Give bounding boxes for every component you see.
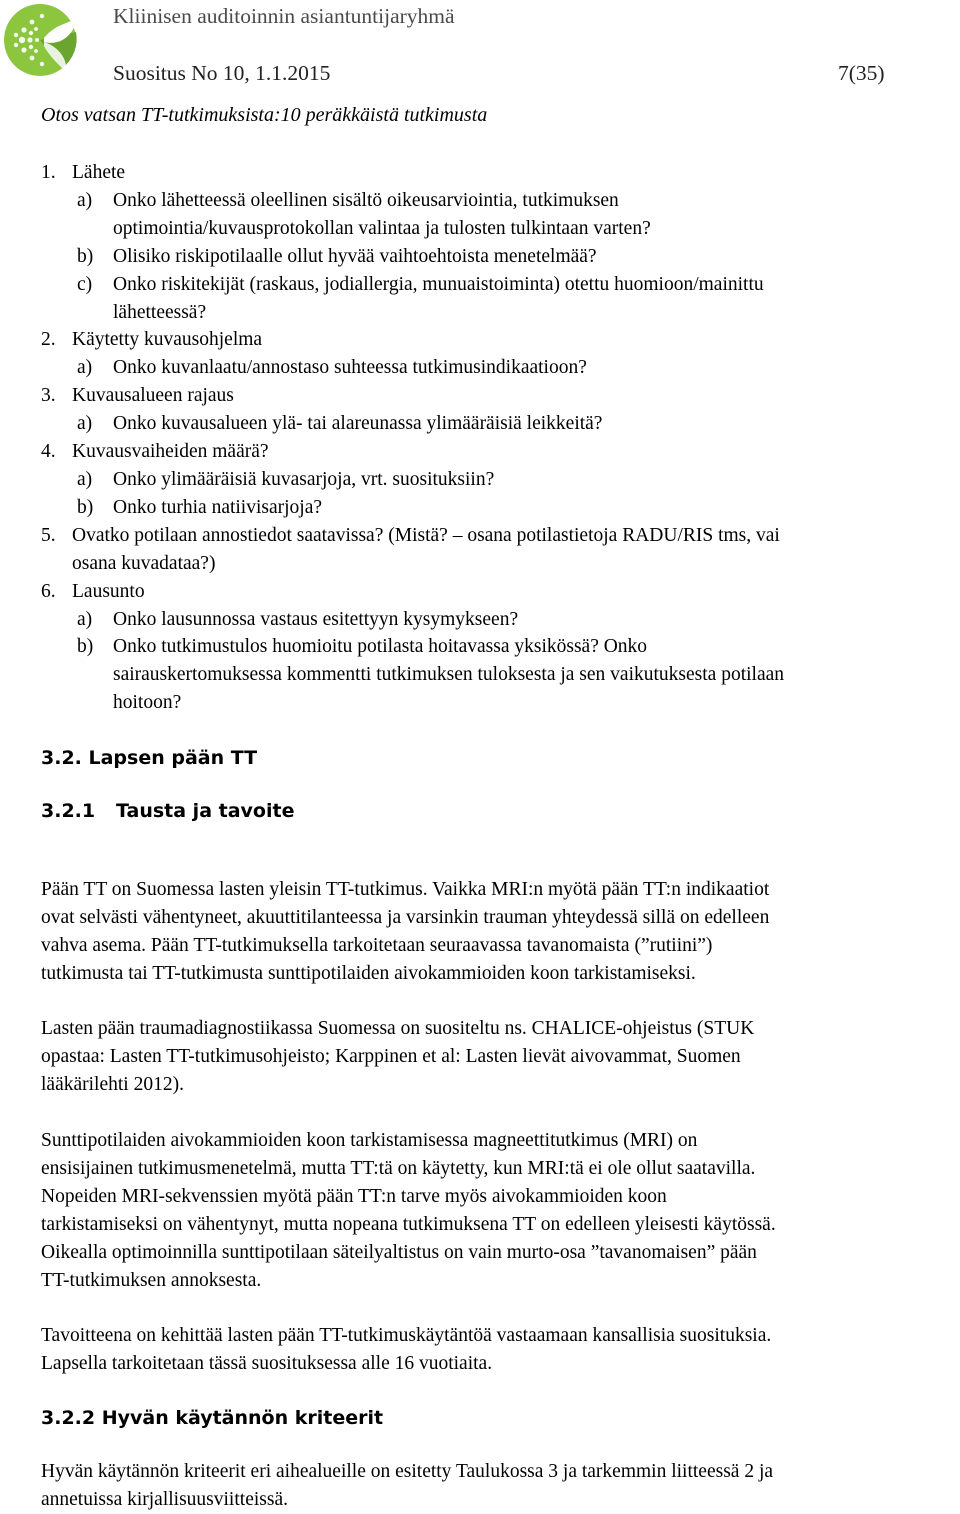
section-heading-3-2-1: 3.2.1 Tausta ja tavoite [41, 800, 295, 822]
recommendation-id: Suositus No 10, 1.1.2015 [113, 61, 331, 85]
list-item: 6. Lausunto [41, 580, 145, 602]
list-item: c) Onko riskitekijät (raskaus, jodiallergia, munuaistoiminta) otettu huomioon/mainittu [77, 273, 764, 295]
list-item: a) Onko lausunnossa vastaus esitettyyn kysymykseen? [77, 608, 519, 630]
list-item-continuation: optimointia/kuvausprotokollan valintaa ja tulosten tulkintaan varten? [113, 217, 651, 239]
list-item: 1. Lähete [41, 162, 126, 183]
list-item: b) Olisiko riskipotilaalle ollut hyvää vaihtoehtoista menetelmää? [77, 245, 597, 267]
list-item-continuation: lähetteessä? [113, 301, 207, 323]
list-item-continuation: sairauskertomuksessa kommentti tutkimuksen tuloksesta ja sen vaikutuksesta potilaan [113, 664, 785, 686]
list-item: a) Onko kuvausalueen ylä- tai alareunassa ylimääräisiä leikkeitä? [77, 413, 603, 435]
audit-checklist [41, 159, 941, 717]
section-heading-3-2: 3.2. Lapsen pään TT [41, 747, 258, 769]
organization-name: Kliinisen auditoinnin asiantuntijaryhmä [113, 4, 455, 28]
list-item-continuation: hoitoon? [113, 692, 182, 714]
page-number: 7(35) [838, 61, 885, 85]
checklist-title: Otos vatsan TT-tutkimuksista:10 peräkkäistä tutkimusta [41, 104, 488, 126]
list-item: 5. Ovatko potilaan annostiedot saatavissa? (Mistä? – osana potilastietoja RADU/RIS tms, vai [41, 524, 780, 546]
list-item: 3. Kuvausalueen rajaus [41, 385, 234, 407]
list-item: a) Onko lähetteessä oleellinen sisältö oikeusarviointia, tutkimuksen [77, 189, 619, 211]
paragraph-4: Tavoitteena on kehittää lasten pään TT-tutkimuskäytäntöä vastaamaan kansallisia suosituksia. Lapsella tarkoitetaan tässä suosituksessa alle 16 vuotiaita. [41, 1325, 772, 1374]
leaf-logo-icon [2, 2, 82, 82]
list-item: 4. Kuvausvaiheiden määrä? [41, 441, 269, 463]
paragraph-3: Sunttipotilaiden aivokammioiden koon tarkistamisessa magneettitutkimus (MRI) on ensisijainen tutkimusmenetelmä, mutta TT:tä on käytetty, kun MRI:tä ei ole ollut saatavilla. Nopeiden MRI-sekvenssien myötä pään TT:n tarve myös aivokammioiden koon tarkistamiseksi on vähentynyt, mutta nopeana tutkimuksena TT on edelleen yleisesti käytössä. Oikealla optimoinnilla sunttipotilaan säteilyaltistus on vain murto-osa ”tavanomaisen” pään TT-tutkimuksen annoksesta. [41, 1130, 776, 1291]
paragraph-5: Hyvän käytännön kriteerit eri aihealueille on esitetty Taulukossa 3 ja tarkemmin liitteessä 2 ja annetuissa kirjallisuusviitteissä. [41, 1461, 774, 1510]
list-item: b) Onko turhia natiivisarjoja? [77, 496, 323, 518]
list-item: 2. Käytetty kuvausohjelma [41, 329, 263, 351]
list-item: b) Onko tutkimustulos huomioitu potilasta hoitavassa yksikössä? Onko [77, 636, 648, 658]
list-item-continuation: osana kuvadataa?) [72, 552, 216, 574]
paragraph-1: Pään TT on Suomessa lasten yleisin TT-tutkimus. Vaikka MRI:n myötä pään TT:n indikaatiot ovat selvästi vähentyneet, akuuttitilanteessa ja varsinkin trauman yhteydessä sillä on edelleen vahva asema. Pään TT-tutkimuksella tarkoitetaan seuraavassa tavanomaista (”rutiini”) tutkimusta tai TT-tutkimusta sunttipotilaiden aivokammioiden koon tarkistamiseksi. [41, 879, 770, 984]
list-item: a) Onko kuvanlaatu/annostaso suhteessa tutkimusindikaatioon? [77, 357, 587, 379]
section-heading-3-2-2: 3.2.2 Hyvän käytännön kriteerit [41, 1407, 384, 1429]
paragraph-2: Lasten pään traumadiagnostiikassa Suomessa on suositeltu ns. CHALICE-ohjeistus (STUK opastaa: Lasten TT-tutkimusohjeisto; Karppinen et al: Lasten lievät aivovammat, Suomen lääkärilehti 2012). [41, 1018, 755, 1095]
list-item: a) Onko ylimääräisiä kuvasarjoja, vrt. suosituksiin? [77, 468, 495, 490]
